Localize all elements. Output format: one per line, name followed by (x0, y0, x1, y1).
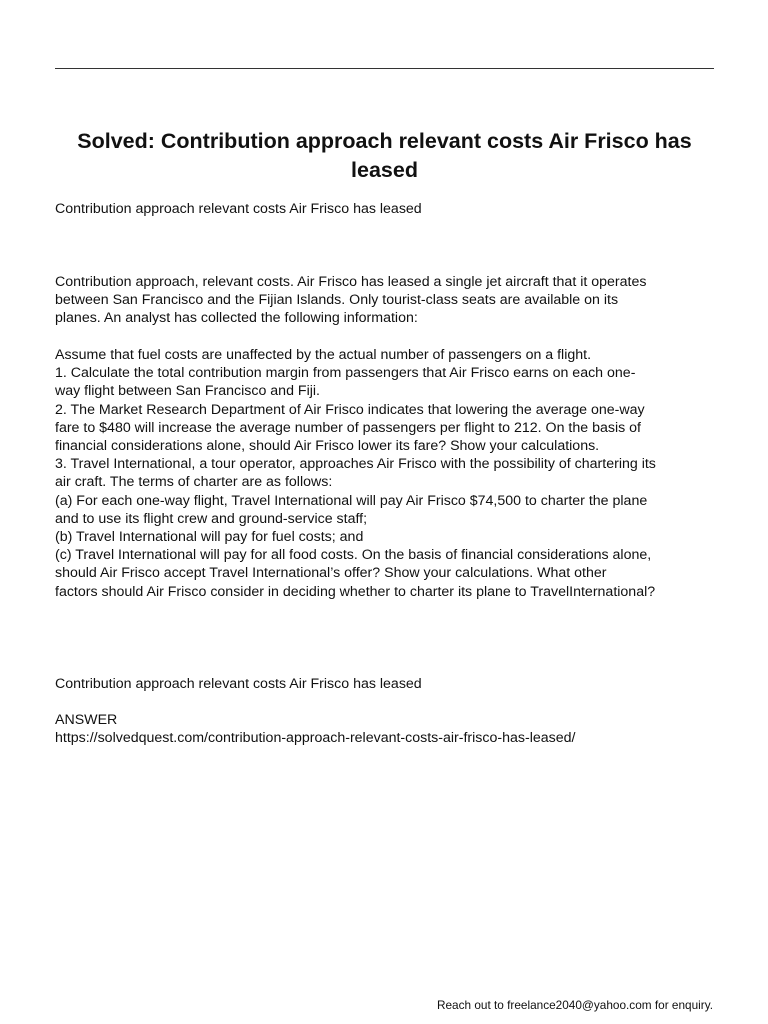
question-line: fare to $480 will increase the average number of passengers per flight to 212. On the basis of (55, 419, 641, 436)
question-line: 2. The Market Research Department of Air Frisco indicates that lowering the average one-way (55, 401, 645, 418)
intro-line: planes. An analyst has collected the following information: (55, 310, 418, 327)
answer-url[interactable]: https://solvedquest.com/contribution-approach-relevant-costs-air-frisco-has-leased/ (55, 730, 576, 747)
page-title: Solved: Contribution approach relevant costs Air Frisco has leased (77, 129, 692, 182)
question-line: way flight between San Francisco and Fiji. (55, 383, 320, 400)
questions-block (55, 346, 720, 601)
question-line: air craft. The terms of charter are as follows: (55, 474, 333, 491)
question-line: and to use its flight crew and ground-service staff; (55, 510, 368, 527)
question-line: factors should Air Frisco consider in deciding whether to charter its plane to TravelInternational? (55, 583, 656, 600)
intro-paragraph (55, 273, 720, 328)
question-line: financial considerations alone, should Air Frisco lower its fare? Show your calculations. (55, 438, 600, 455)
intro-line: between San Francisco and the Fijian Islands. Only tourist-class seats are available on its (55, 292, 619, 309)
question-line: (a) For each one-way flight, Travel International will pay Air Frisco $74,500 to charter the plane (55, 492, 648, 509)
top-divider (55, 68, 714, 69)
question-line: (b) Travel International will pay for fuel costs; and (55, 529, 364, 546)
question-line: (c) Travel International will pay for all food costs. On the basis of financial considerations alone, (55, 547, 652, 564)
subtitle: Contribution approach relevant costs Air Frisco has leased (55, 201, 422, 217)
answer-label: ANSWER (55, 712, 118, 728)
footer-contact: Reach out to freelance2040@yahoo.com for enquiry. (436, 998, 713, 1012)
repeat-heading: Contribution approach relevant costs Air Frisco has leased (55, 676, 422, 692)
question-line: Assume that fuel costs are unaffected by the actual number of passengers on a flight. (55, 347, 592, 363)
question-line: 3. Travel International, a tour operator, approaches Air Frisco with the possibility of chartering its (55, 456, 656, 473)
answer-block (55, 711, 720, 747)
question-line: 1. Calculate the total contribution margin from passengers that Air Frisco earns on each one- (55, 365, 636, 382)
intro-line: Contribution approach, relevant costs. Air Frisco has leased a single jet aircraft that it operates (55, 274, 647, 290)
question-line: should Air Frisco accept Travel International’s offer? Show your calculations. What other (55, 565, 607, 582)
